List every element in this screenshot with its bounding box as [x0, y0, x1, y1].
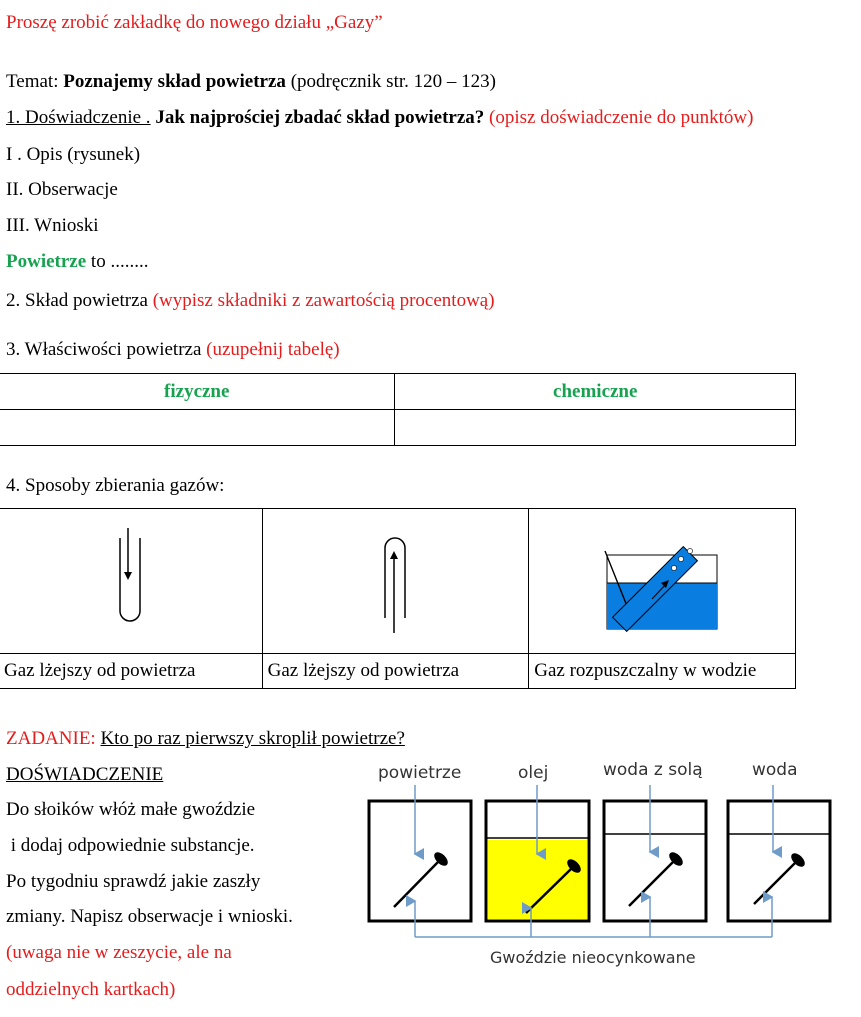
method-cell-2: [262, 509, 529, 654]
header-notice: Proszę zrobić zakładkę do nowego działu „Gazy”: [6, 12, 383, 33]
topic-ref: (podręcznik str. 120 – 123): [285, 71, 496, 92]
task-heading: DOŚWIADCZENIE: [6, 764, 164, 785]
task-question: Kto po raz pierwszy skroplił powietrze?: [100, 728, 405, 749]
section3-label: 3. Właściwości powietrza: [6, 339, 207, 360]
test-tube-down-icon: [100, 523, 160, 633]
section2-label: 2. Skład powietrza: [6, 290, 153, 311]
gas-collection-table: [0, 508, 796, 689]
header-chemical: chemiczne: [395, 374, 796, 410]
jar-air: [369, 801, 471, 921]
task-line-2: i dodaj odpowiednie substancje.: [6, 835, 255, 856]
experiment1-number: 1. Doświadczenie .: [6, 107, 151, 128]
jar-label-oil: olej: [518, 763, 549, 783]
section3-line: [6, 339, 340, 361]
figure-caption: Gwoździe nieocynkowane: [490, 948, 696, 967]
properties-table: [0, 373, 796, 446]
topic-prefix: Temat:: [6, 71, 64, 92]
jar-label-saltwater: woda z solą: [603, 760, 703, 780]
method-cell-3: [529, 509, 796, 654]
cell-chemical: [395, 410, 796, 446]
section3-hint: (uzupełnij tabelę): [206, 339, 340, 360]
task-note-1: (uwaga nie w zeszycie, ale na: [6, 942, 232, 963]
task-note-2: oddzielnych kartkach): [6, 979, 176, 1000]
jar-saltwater: [604, 801, 706, 921]
jar-label-air: powietrze: [378, 763, 462, 783]
point-observations: II. Obserwacje: [6, 179, 118, 200]
experiment1-hint: (opisz doświadczenie do punktów): [489, 107, 754, 128]
jars-figure: [360, 780, 840, 950]
jar-label-water: woda: [752, 760, 798, 780]
definition-line: [6, 251, 148, 273]
water-collection-icon: [597, 521, 727, 636]
definition-term: Powietrze: [6, 251, 87, 272]
task-line-1: Do słoików włóż małe gwoździe: [6, 799, 256, 820]
test-tube-up-icon: [365, 518, 425, 638]
point-conclusions: III. Wnioski: [6, 215, 99, 236]
method-cell-1: [0, 509, 262, 654]
task-line-4: zmiany. Napisz obserwacje i wnioski.: [6, 906, 293, 927]
jar-water: [728, 801, 830, 921]
experiment1-line: [6, 107, 753, 129]
cell-physical: [0, 410, 395, 446]
task-line-3: Po tygodniu sprawdź jakie zaszły: [6, 871, 261, 892]
topic-line: [6, 71, 496, 93]
method-caption-2: Gaz lżejszy od powietrza: [262, 654, 529, 689]
header-physical: fizyczne: [0, 374, 395, 410]
task-label: ZADANIE:: [6, 728, 101, 749]
method-caption-1: Gaz lżejszy od powietrza: [0, 654, 262, 689]
topic-title: Poznajemy skład powietrza: [63, 71, 286, 92]
method-caption-3: Gaz rozpuszczalny w wodzie: [529, 654, 796, 689]
point-description: I . Opis (rysunek): [6, 144, 141, 165]
section2-line: [6, 290, 495, 312]
section4-label: 4. Sposoby zbierania gazów:: [6, 475, 225, 496]
definition-rest: to ........: [86, 251, 149, 272]
section2-hint: (wypisz składniki z zawartością procentową): [152, 290, 495, 311]
task-line: [6, 728, 405, 750]
experiment1-question: Jak najprościej zbadać skład powietrza?: [155, 107, 485, 128]
